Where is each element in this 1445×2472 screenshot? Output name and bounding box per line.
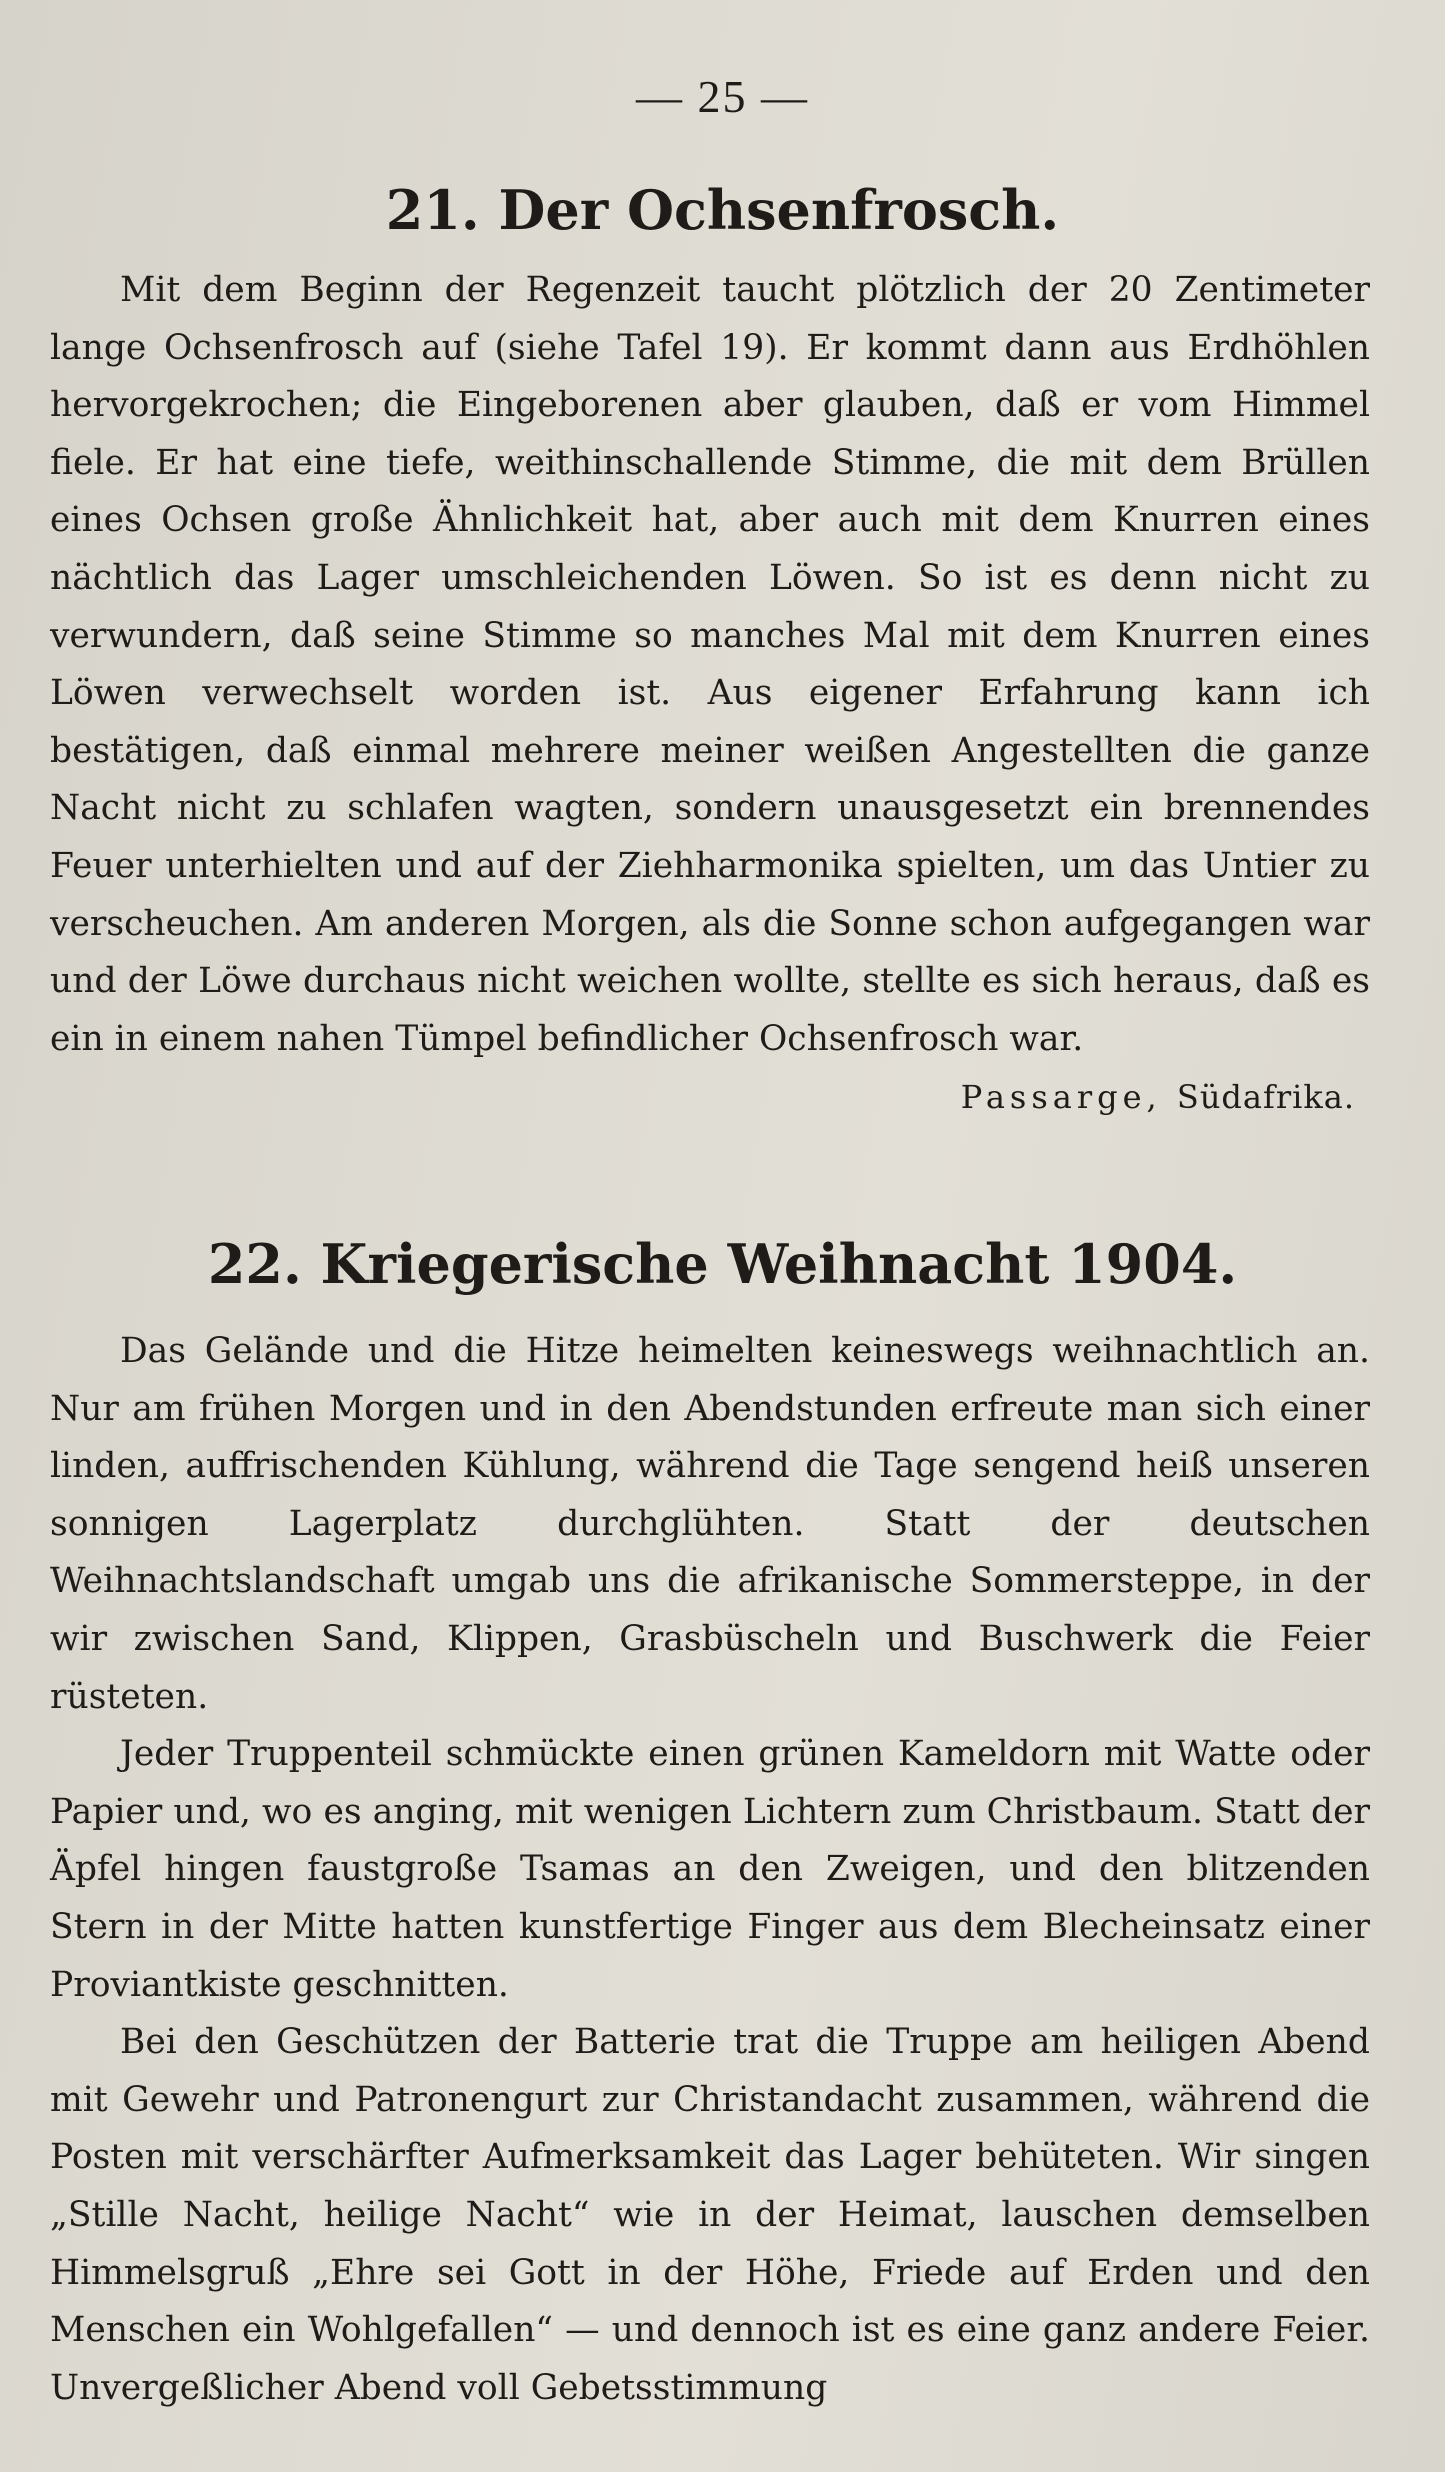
section-body-weihnacht bbox=[50, 1323, 1370, 2417]
paragraph: Das Gelände und die Hitze heimelten keineswegs weihnachtlich an. Nur am frühen Morgen und in den Abendstunden erfreute man sich einer linden, auffrischenden Kühlung, während die Tage sengend heiß unseren sonnigen Lagerplatz durchglühten. Statt der deutschen Weihnachtslandschaft umgab uns die afrikanische Sommersteppe, in der wir zwischen Sand, Klippen, Grasbüscheln und Buschwerk die Feier rüsteten. bbox=[50, 1331, 1370, 1717]
paragraph: Jeder Truppenteil schmückte einen grünen Kameldorn mit Watte oder Papier und, wo es anging, mit wenigen Lichtern zum Christbaum. Statt der Äpfel hingen faustgroße Tsamas an den Zweigen, und den blitzenden Stern in der Mitte hatten kunstfertige Finger aus dem Blecheinsatz einer Proviantkiste geschnitten. bbox=[50, 1734, 1370, 2005]
section-title-weihnacht: 22. Kriegerische Weihnacht 1904. bbox=[207, 1232, 1238, 1296]
attribution bbox=[961, 1078, 1355, 1116]
attribution-source: Südafrika. bbox=[1176, 1078, 1355, 1116]
paragraph: Bei den Geschützen der Batterie trat die Truppe am heiligen Abend mit Gewehr und Patronengurt zur Christandacht zusammen, während die Posten mit verschärfter Aufmerksamkeit das Lager behüteten. Wir singen „Stille Nacht, heilige Nacht“ wie in der Heimat, lauschen demselben Himmelsgruß „Ehre sei Gott in der Höhe, Friede auf Erden und den Menschen ein Wohlgefallen“ — und dennoch ist es eine ganz andere Feier. Unvergeßlicher Abend voll Gebetsstimmung bbox=[50, 2022, 1370, 2408]
section-title-ochsenfrosch: 21. Der Ochsenfrosch. bbox=[385, 178, 1060, 242]
paragraph: Mit dem Beginn der Regenzeit taucht plötzlich der 20 Zentimeter lange Ochsenfrosch auf (siehe Tafel 19). Er kommt dann aus Erdhöhlen hervorgekrochen; die Eingeborenen aber glauben, daß er vom Himmel fiele. Er hat eine tiefe, weithinschallende Stimme, die mit dem Brüllen eines Ochsen große Ähnlichkeit hat, aber auch mit dem Knurren eines nächtlich das Lager umschleichenden Löwen. So ist es denn nicht zu verwundern, daß seine Stimme so manches Mal mit dem Knurren eines Löwen verwechselt worden ist. Aus eigener Erfahrung kann ich bestätigen, daß einmal mehrere meiner weißen Angestellten die ganze Nacht nicht zu schlafen wagten, sondern unausgesetzt ein brennendes Feuer unterhielten und auf der Ziehharmonika spielten, um das Untier zu verscheuchen. Am anderen Morgen, als die Sonne schon aufgegangen war und der Löwe durchaus nicht weichen wollte, stellte es sich heraus, daß es ein in einem nahen Tümpel befindlicher Ochsenfrosch war. bbox=[50, 270, 1370, 1059]
section-body-ochsenfrosch bbox=[50, 262, 1370, 1068]
page-number: — 25 — bbox=[636, 71, 809, 122]
attribution-author: Passarge, bbox=[960, 1078, 1162, 1116]
